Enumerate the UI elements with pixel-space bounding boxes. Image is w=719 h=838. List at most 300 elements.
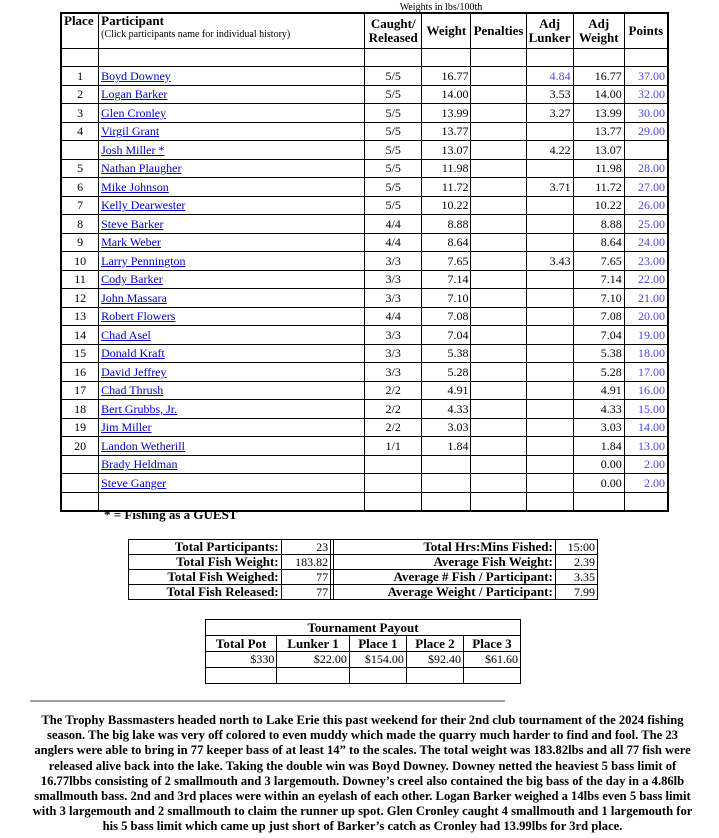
participant-link[interactable]: Robert Flowers (101, 309, 176, 324)
summary-label: Average Weight / Participant: (334, 585, 556, 600)
place-cell: 7 (61, 196, 99, 215)
participant-link[interactable]: Mark Weber (101, 235, 161, 250)
payout-value: $61.60 (463, 652, 520, 668)
penalties-cell (471, 437, 526, 456)
adj-lunker-line2: Lunker (528, 30, 571, 45)
participant-cell (99, 270, 365, 289)
summary-row (129, 570, 598, 585)
place-cell: 18 (61, 400, 99, 419)
result-row (61, 344, 668, 363)
place-cell: 12 (61, 289, 99, 308)
payout-header: Lunker 1 (277, 636, 350, 652)
participant-cell (99, 418, 365, 437)
adj-weight-cell: 13.07 (573, 141, 624, 160)
participant-link[interactable]: Chad Asel (101, 327, 151, 342)
blank-cell (365, 49, 422, 67)
payout-value: $330 (206, 652, 277, 668)
participant-link[interactable]: Logan Barker (101, 87, 168, 102)
participant-link[interactable]: Bert Grubbs, Jr. (101, 401, 178, 416)
weight-cell: 7.08 (422, 307, 471, 326)
caught-header-line2: Released (368, 30, 418, 45)
adj-weight-cell: 13.77 (573, 122, 624, 141)
blank-cell (463, 668, 520, 684)
adj-weight-cell: 11.72 (573, 178, 624, 197)
result-row (61, 252, 668, 271)
summary-label: Total Fish Weight: (129, 555, 282, 570)
place-cell: 1 (61, 67, 99, 86)
payout-value: $92.40 (406, 652, 463, 668)
place-cell: 9 (61, 233, 99, 252)
adj-weight-line2: Weight (578, 30, 619, 45)
participant-link[interactable]: Mike Johnson (101, 179, 169, 194)
adj-weight-cell: 5.28 (573, 363, 624, 382)
caught-released-cell: 1/1 (365, 437, 422, 456)
weight-cell: 4.91 (422, 381, 471, 400)
points-cell: 2.00 (624, 455, 668, 474)
adj-weight-cell: 8.88 (573, 215, 624, 234)
adj-lunker-cell (526, 270, 573, 289)
adj-weight-cell: 13.99 (573, 104, 624, 123)
adj-weight-cell: 10.22 (573, 196, 624, 215)
blank-cell (471, 49, 526, 67)
adj-lunker-cell (526, 326, 573, 345)
caught-released-cell: 2/2 (365, 381, 422, 400)
weight-cell: 10.22 (422, 196, 471, 215)
caught-released-cell: 2/2 (365, 418, 422, 437)
summary-label: Total Fish Released: (129, 585, 282, 600)
penalties-cell (471, 252, 526, 271)
adj-lunker-cell (526, 233, 573, 252)
adj-weight-cell: 4.33 (573, 400, 624, 419)
points-cell: 24.00 (624, 233, 668, 252)
participant-link[interactable]: Kelly Dearwester (101, 198, 186, 213)
blank-cell (573, 492, 624, 511)
divider (30, 700, 505, 702)
caught-released-cell: 3/3 (365, 326, 422, 345)
points-cell: 20.00 (624, 307, 668, 326)
participant-link[interactable]: Larry Pennington (101, 253, 186, 268)
tournament-story: The Trophy Bassmasters headed north to Lake Erie this past weekend for their 2nd club tournament of the 2024 fishing season. The big lake was very off colored to even muddy which made the quarry much harder to find and fool. The 23 anglers were able to bring in 77 keeper bass of at least 14” to the scales. The total weight was 183.82lbs and all 77 fish were released alive back into the lake. Taking the double win was Boyd Downey. Downey netted the heaviest 5 bass limit of 16.77lbbs consisting of 2 smallmouth and 3 largemouth. Downey’s creel also contained the big bass of the day in a 4.86lb smallmouth bass. 2nd and 3rd places were within an eyelash of each other. Logan Barker weighed a 14lbs even 5 bass limit with 3 largemouth and 2 smallmouth to claim the runner up spot. Glen Cronley caught 4 smallmouth and 1 largemouth for his 5 bass limit which came up just short of Barker’s catch as Cronley had 13.99lbs for 3rd place. (32, 713, 693, 834)
penalties-cell (471, 67, 526, 86)
blank-cell (206, 668, 277, 684)
weight-cell: 14.00 (422, 85, 471, 104)
place-cell: 16 (61, 363, 99, 382)
place-cell (61, 474, 99, 493)
blank-cell (422, 49, 471, 67)
participant-link[interactable]: Jim Miller (101, 420, 152, 435)
participant-cell (99, 85, 365, 104)
penalties-cell (471, 307, 526, 326)
participant-link[interactable]: Virgil Grant (101, 124, 160, 139)
result-row (61, 381, 668, 400)
result-row (61, 307, 668, 326)
caught-released-cell: 4/4 (365, 215, 422, 234)
adj-weight-cell: 3.03 (573, 418, 624, 437)
weight-cell: 5.28 (422, 363, 471, 382)
adj-weight-cell: 7.08 (573, 307, 624, 326)
participant-cell (99, 215, 365, 234)
penalties-cell (471, 122, 526, 141)
participant-link[interactable]: John Massara (101, 290, 167, 305)
adj-lunker-cell (526, 159, 573, 178)
weight-cell: 4.33 (422, 400, 471, 419)
participant-cell (99, 344, 365, 363)
summary-value: 2.39 (555, 555, 597, 570)
col-place-header: Place (61, 13, 99, 49)
adj-lunker-cell: 3.27 (526, 104, 573, 123)
adj-lunker-line1: Adj (539, 16, 561, 31)
penalties-cell (471, 474, 526, 493)
payout-value-row (206, 652, 521, 668)
adj-lunker-cell (526, 363, 573, 382)
place-cell: 6 (61, 178, 99, 197)
weight-cell (422, 455, 471, 474)
adj-weight-cell: 7.65 (573, 252, 624, 271)
blank-cell (277, 668, 350, 684)
place-cell: 2 (61, 85, 99, 104)
weight-cell: 13.99 (422, 104, 471, 123)
adj-lunker-cell (526, 381, 573, 400)
adj-weight-cell: 7.14 (573, 270, 624, 289)
participant-cell (99, 381, 365, 400)
adj-weight-cell: 4.91 (573, 381, 624, 400)
results-body (61, 49, 668, 511)
participant-link[interactable]: Landon Wetherill (101, 438, 185, 453)
participant-link[interactable]: Cody Barker (101, 272, 163, 287)
summary-row (129, 540, 598, 555)
points-cell: 2.00 (624, 474, 668, 493)
blank-cell (422, 492, 471, 511)
weight-cell: 11.72 (422, 178, 471, 197)
caught-released-cell: 5/5 (365, 122, 422, 141)
adj-lunker-cell (526, 437, 573, 456)
payout-header: Place 3 (463, 636, 520, 652)
result-row (61, 437, 668, 456)
place-cell (61, 455, 99, 474)
penalties-cell (471, 85, 526, 104)
adj-lunker-cell (526, 474, 573, 493)
participant-link[interactable]: Nathan Plaugher (101, 161, 182, 176)
summary-label: Total Hrs:Mins Fished: (334, 540, 556, 555)
payout-blank-row (206, 668, 521, 684)
points-cell: 26.00 (624, 196, 668, 215)
blank-cell (624, 492, 668, 511)
col-adj-weight-header (573, 13, 624, 49)
weight-cell: 8.88 (422, 215, 471, 234)
points-cell: 27.00 (624, 178, 668, 197)
adj-lunker-cell: 3.71 (526, 178, 573, 197)
penalties-cell (471, 270, 526, 289)
result-row (61, 104, 668, 123)
place-cell: 19 (61, 418, 99, 437)
adj-weight-cell: 8.64 (573, 233, 624, 252)
points-cell: 13.00 (624, 437, 668, 456)
summary-table (128, 539, 598, 600)
summary-label: Total Participants: (129, 540, 282, 555)
penalties-cell (471, 344, 526, 363)
col-participant-header (99, 13, 365, 49)
penalties-cell (471, 363, 526, 382)
adj-lunker-cell: 3.53 (526, 85, 573, 104)
caught-released-cell: 3/3 (365, 344, 422, 363)
result-row (61, 270, 668, 289)
place-cell: 13 (61, 307, 99, 326)
result-row (61, 215, 668, 234)
adj-weight-cell: 1.84 (573, 437, 624, 456)
participant-cell (99, 252, 365, 271)
adj-weight-cell: 16.77 (573, 67, 624, 86)
summary-value: 23 (281, 540, 330, 555)
adj-lunker-cell: 4.22 (526, 141, 573, 160)
points-cell: 21.00 (624, 289, 668, 308)
points-cell: 32.00 (624, 85, 668, 104)
result-row (61, 85, 668, 104)
summary-value: 77 (281, 570, 330, 585)
points-cell: 17.00 (624, 363, 668, 382)
participant-link[interactable]: Brady Heldman (101, 457, 178, 472)
weight-cell: 7.65 (422, 252, 471, 271)
participant-cell (99, 233, 365, 252)
participant-cell (99, 122, 365, 141)
summary-value: 15:00 (555, 540, 597, 555)
payout-header: Total Pot (206, 636, 277, 652)
result-row (61, 141, 668, 160)
weight-cell: 7.04 (422, 326, 471, 345)
place-cell: 11 (61, 270, 99, 289)
result-row (61, 178, 668, 197)
participant-link[interactable]: David Jeffrey (101, 364, 167, 379)
adj-lunker-cell (526, 196, 573, 215)
points-cell: 28.00 (624, 159, 668, 178)
caught-released-cell: 5/5 (365, 67, 422, 86)
weight-cell: 13.07 (422, 141, 471, 160)
participant-link[interactable]: Josh Miller * (101, 142, 165, 157)
summary-label: Total Fish Weighed: (129, 570, 282, 585)
adj-lunker-cell: 4.84 (526, 67, 573, 86)
result-row (61, 159, 668, 178)
points-cell: 18.00 (624, 344, 668, 363)
points-cell: 15.00 (624, 400, 668, 419)
participant-header-label: Participant (101, 13, 164, 28)
place-cell: 20 (61, 437, 99, 456)
result-row (61, 400, 668, 419)
blank-row (61, 49, 668, 67)
caught-released-cell: 3/3 (365, 270, 422, 289)
caught-released-cell: 2/2 (365, 400, 422, 419)
payout-title: Tournament Payout (206, 620, 521, 636)
result-row (61, 418, 668, 437)
blank-cell (526, 492, 573, 511)
participant-cell (99, 307, 365, 326)
place-cell: 17 (61, 381, 99, 400)
participant-cell (99, 437, 365, 456)
blank-cell (526, 49, 573, 67)
participant-link[interactable]: Steve Ganger (101, 475, 167, 490)
adj-weight-cell: 7.10 (573, 289, 624, 308)
caught-released-cell (365, 474, 422, 493)
caught-released-cell: 3/3 (365, 289, 422, 308)
adj-lunker-cell (526, 215, 573, 234)
weight-cell: 11.98 (422, 159, 471, 178)
penalties-cell (471, 418, 526, 437)
adj-lunker-cell (526, 122, 573, 141)
weights-unit-note: Weights in lbs/100th (399, 2, 483, 13)
participant-cell (99, 455, 365, 474)
payout-value: $154.00 (349, 652, 406, 668)
participant-cell (99, 196, 365, 215)
place-cell (61, 141, 99, 160)
weight-cell (422, 474, 471, 493)
caught-released-cell: 5/5 (365, 159, 422, 178)
penalties-cell (471, 233, 526, 252)
weight-cell: 1.84 (422, 437, 471, 456)
results-header-row (61, 13, 668, 49)
penalties-cell (471, 215, 526, 234)
participant-link[interactable]: Boyd Downey (101, 68, 171, 83)
adj-weight-cell: 7.04 (573, 326, 624, 345)
participant-cell (99, 363, 365, 382)
penalties-cell (471, 178, 526, 197)
place-cell: 15 (61, 344, 99, 363)
points-cell (624, 141, 668, 160)
adj-lunker-cell (526, 289, 573, 308)
result-row (61, 233, 668, 252)
points-cell: 16.00 (624, 381, 668, 400)
result-row (61, 455, 668, 474)
adj-weight-cell: 14.00 (573, 85, 624, 104)
result-row (61, 363, 668, 382)
summary-label: Average # Fish / Participant: (334, 570, 556, 585)
weight-cell: 8.64 (422, 233, 471, 252)
participant-cell (99, 474, 365, 493)
blank-cell (471, 492, 526, 511)
points-cell: 29.00 (624, 122, 668, 141)
caught-released-cell: 5/5 (365, 104, 422, 123)
adj-weight-cell: 0.00 (573, 474, 624, 493)
penalties-cell (471, 196, 526, 215)
place-cell: 14 (61, 326, 99, 345)
blank-cell (365, 492, 422, 511)
adj-lunker-cell (526, 455, 573, 474)
summary-value: 3.35 (555, 570, 597, 585)
payout-table (205, 619, 521, 684)
caught-released-cell: 4/4 (365, 233, 422, 252)
blank-cell (99, 49, 365, 67)
weight-cell: 16.77 (422, 67, 471, 86)
place-cell: 5 (61, 159, 99, 178)
adj-lunker-cell (526, 344, 573, 363)
col-adj-lunker-header (526, 13, 573, 49)
place-cell: 10 (61, 252, 99, 271)
penalties-cell (471, 141, 526, 160)
results-table (60, 12, 669, 512)
summary-value: 77 (281, 585, 330, 600)
result-row (61, 289, 668, 308)
penalties-cell (471, 159, 526, 178)
summary-value: 7.99 (555, 585, 597, 600)
result-row (61, 67, 668, 86)
points-cell: 37.00 (624, 67, 668, 86)
penalties-cell (471, 400, 526, 419)
caught-released-cell: 5/5 (365, 196, 422, 215)
adj-weight-cell: 0.00 (573, 455, 624, 474)
summary-row (129, 585, 598, 600)
participant-cell (99, 289, 365, 308)
blank-cell (624, 49, 668, 67)
caught-released-cell: 5/5 (365, 178, 422, 197)
participant-cell (99, 159, 365, 178)
penalties-cell (471, 455, 526, 474)
blank-cell (573, 49, 624, 67)
result-row (61, 326, 668, 345)
participant-link[interactable]: Glen Cronley (101, 105, 167, 120)
col-points-header: Points (624, 13, 668, 49)
penalties-cell (471, 326, 526, 345)
weight-cell: 13.77 (422, 122, 471, 141)
col-caught-header (365, 13, 422, 49)
adj-weight-cell: 5.38 (573, 344, 624, 363)
weight-cell: 5.38 (422, 344, 471, 363)
penalties-cell (471, 289, 526, 308)
participant-header-hint: (Click participants name for individual history) (101, 29, 291, 40)
summary-row (129, 555, 598, 570)
payout-header: Place 1 (349, 636, 406, 652)
blank-cell (406, 668, 463, 684)
penalties-cell (471, 381, 526, 400)
adj-lunker-cell (526, 418, 573, 437)
result-row (61, 122, 668, 141)
summary-value: 183.82 (281, 555, 330, 570)
result-row (61, 196, 668, 215)
payout-title-row (206, 620, 521, 636)
participant-cell (99, 326, 365, 345)
weight-cell: 7.14 (422, 270, 471, 289)
adj-lunker-cell: 3.43 (526, 252, 573, 271)
points-cell: 19.00 (624, 326, 668, 345)
participant-link[interactable]: Donald Kraft (101, 346, 165, 361)
guest-note: * = Fishing as a GUEST (104, 507, 238, 522)
participant-cell (99, 104, 365, 123)
caught-released-cell (365, 455, 422, 474)
place-cell: 3 (61, 104, 99, 123)
caught-released-cell: 3/3 (365, 252, 422, 271)
participant-cell (99, 67, 365, 86)
caught-header-line1: Caught/ (370, 16, 416, 31)
blank-cell (349, 668, 406, 684)
payout-header-row (206, 636, 521, 652)
penalties-cell (471, 104, 526, 123)
participant-link[interactable]: Chad Thrush (101, 383, 164, 398)
col-penalties-header: Penalties (471, 13, 526, 49)
participant-cell (99, 141, 365, 160)
points-cell: 14.00 (624, 418, 668, 437)
participant-cell (99, 400, 365, 419)
summary-label: Average Fish Weight: (334, 555, 556, 570)
participant-link[interactable]: Steve Barker (101, 216, 164, 231)
adj-weight-line1: Adj (588, 16, 610, 31)
points-cell: 25.00 (624, 215, 668, 234)
payout-value: $22.00 (277, 652, 350, 668)
weight-cell: 3.03 (422, 418, 471, 437)
payout-header: Place 2 (406, 636, 463, 652)
adj-lunker-cell (526, 400, 573, 419)
points-cell: 22.00 (624, 270, 668, 289)
caught-released-cell: 3/3 (365, 363, 422, 382)
caught-released-cell: 5/5 (365, 85, 422, 104)
col-weight-header: Weight (422, 13, 471, 49)
caught-released-cell: 4/4 (365, 307, 422, 326)
points-cell: 23.00 (624, 252, 668, 271)
